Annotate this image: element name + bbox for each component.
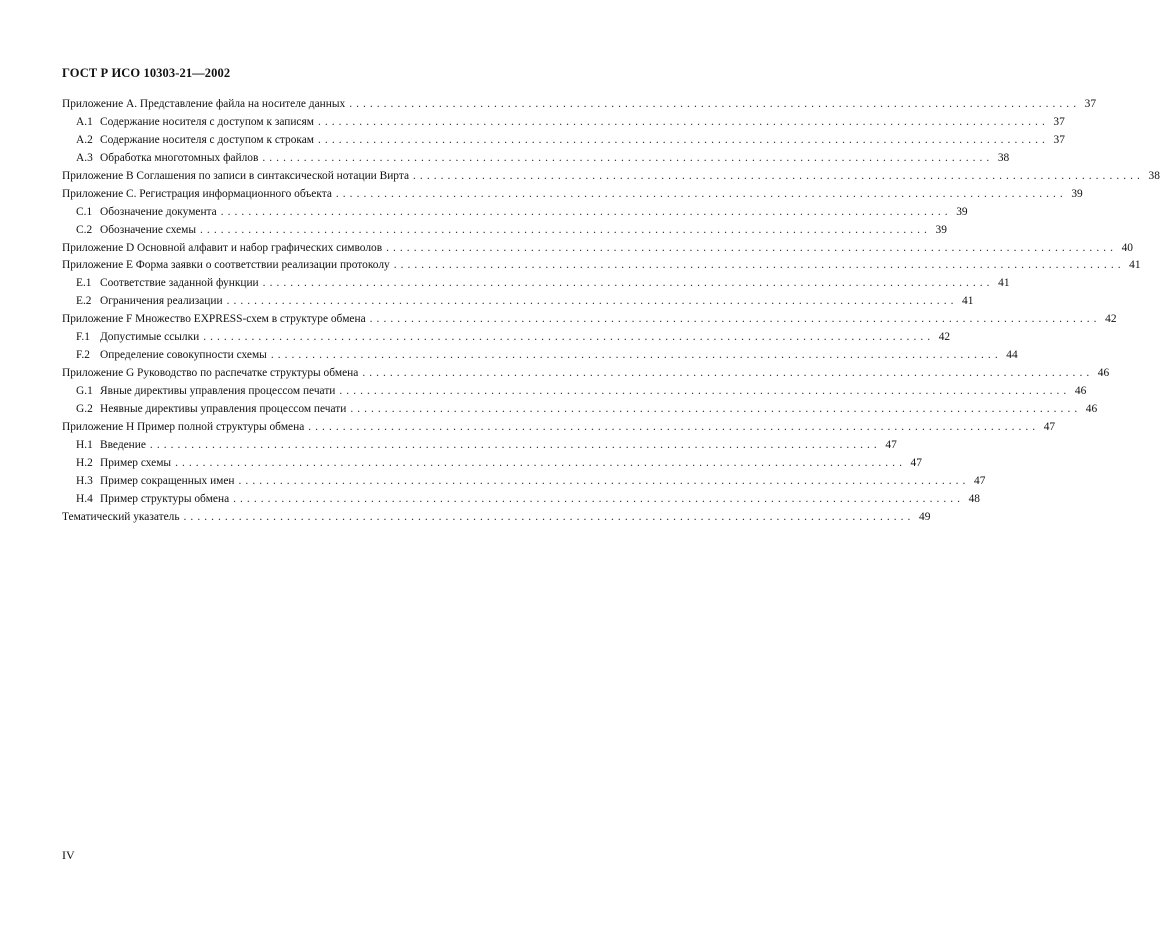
toc-entry-number: А.1 — [76, 115, 93, 128]
toc-entry-page: 47 — [974, 474, 986, 487]
toc-dot-leader — [318, 132, 1045, 150]
toc-dot-leader — [349, 96, 1076, 114]
toc-entry-title: Содержание носителя с доступом к строкам — [100, 133, 315, 146]
toc-entry[interactable] — [62, 132, 1065, 150]
toc-entry[interactable] — [62, 204, 968, 222]
toc-dot-leader — [394, 257, 1121, 275]
toc-entry-title: Приложение Н Пример полной структуры обмена — [62, 420, 305, 433]
toc-entry-number: Н.2 — [76, 456, 93, 469]
toc-entry[interactable] — [62, 114, 1065, 132]
toc-entry-page: 39 — [935, 223, 947, 236]
toc-entry[interactable] — [62, 473, 986, 491]
toc-dot-leader — [262, 150, 989, 168]
toc-entry-title: Неявные директивы управления процессом печати — [100, 402, 347, 415]
toc-entry-title: Содержание носителя с доступом к записям — [100, 115, 314, 128]
toc-entry[interactable] — [62, 401, 1098, 419]
toc-entry-number: G.1 — [76, 385, 93, 397]
toc-entry[interactable] — [62, 383, 1087, 401]
toc-entry-page: 39 — [1071, 187, 1083, 200]
toc-entry-number: С.2 — [76, 223, 93, 236]
toc-entry-page: 39 — [956, 205, 968, 218]
toc-entry-number: Н.4 — [76, 492, 93, 505]
toc-entry-page: 41 — [998, 277, 1010, 290]
toc-entry-page: 41 — [1129, 259, 1141, 272]
toc-dot-leader — [308, 419, 1035, 437]
toc-entry[interactable] — [62, 329, 951, 347]
toc-entry-page: 41 — [962, 295, 974, 308]
toc-dot-leader — [339, 383, 1066, 401]
toc-dot-leader — [263, 275, 990, 293]
toc-entry-page: 47 — [1043, 420, 1056, 433]
toc-dot-leader — [221, 204, 948, 222]
toc-entry-title: Приложение С. Регистрация информационного объекта — [62, 187, 332, 200]
toc-entry-title: Приложение В Соглашения по записи в синтаксической нотации Вирта — [62, 169, 410, 182]
toc-dot-leader — [233, 491, 960, 509]
toc-entry[interactable] — [62, 168, 1160, 186]
toc-entry-page: 37 — [1053, 115, 1065, 128]
toc-dot-leader — [184, 509, 911, 527]
toc-entry[interactable] — [62, 509, 931, 527]
toc-dot-leader — [227, 293, 954, 311]
toc-entry[interactable] — [62, 222, 947, 240]
toc-entry[interactable] — [62, 186, 1083, 204]
toc-entry-title: Обозначение документа — [100, 205, 217, 218]
toc-entry-page: 49 — [919, 510, 931, 523]
toc-entry[interactable] — [62, 365, 1110, 383]
toc-dot-leader — [200, 222, 927, 240]
toc-dot-leader — [362, 365, 1089, 383]
toc-entry-page: 42 — [1105, 313, 1117, 326]
toc-entry-number: G.2 — [76, 402, 93, 415]
toc-entry-number: Е.2 — [76, 295, 92, 308]
toc-entry[interactable] — [62, 347, 1018, 365]
toc-entry-title: Определение совокупности схемы — [100, 349, 267, 362]
toc-entry-title: Приложение D Основной алфавит и набор графических символов — [62, 241, 383, 254]
toc-entry-title: Пример структуры обмена — [100, 492, 230, 505]
toc-entry-title: Введение — [100, 438, 146, 451]
toc-entry[interactable] — [62, 96, 1097, 114]
toc-entry-title: Приложение А. Представление файла на носителе данных — [62, 98, 346, 110]
toc-entry[interactable] — [62, 150, 1010, 168]
toc-entry-page: 40 — [1121, 241, 1133, 254]
toc-dot-leader — [203, 329, 930, 347]
toc-entry-page: 47 — [885, 438, 897, 451]
toc-entry[interactable] — [62, 437, 897, 455]
toc-entry-page: 46 — [1085, 402, 1098, 415]
toc-entry[interactable] — [62, 419, 1056, 437]
document-header: ГОСТ Р ИСО 10303-21—2002 — [62, 66, 231, 80]
toc-entry-title: Соответствие заданной функции — [100, 277, 259, 290]
toc-dot-leader — [239, 473, 966, 491]
table-of-contents — [62, 96, 1160, 527]
toc-entry-number: А.2 — [76, 133, 93, 146]
toc-entry-page: 46 — [1097, 367, 1110, 380]
toc-entry-page: 38 — [1148, 169, 1160, 182]
toc-entry-number: Е.1 — [76, 277, 92, 290]
toc-entry-title: Тематический указатель — [62, 510, 180, 523]
toc-entry[interactable] — [62, 491, 980, 509]
toc-entry-title: Пример схемы — [100, 456, 172, 469]
toc-entry[interactable] — [62, 293, 974, 311]
toc-entry-page: 42 — [938, 331, 951, 344]
toc-dot-leader — [318, 114, 1045, 132]
toc-entry-title: Явные директивы управления процессом печати — [100, 385, 336, 397]
toc-entry-page: 37 — [1084, 98, 1097, 110]
toc-dot-leader — [271, 347, 998, 365]
toc-entry[interactable] — [62, 240, 1133, 258]
toc-entry-number: А.3 — [76, 151, 93, 164]
toc-entry-page: 46 — [1074, 385, 1087, 397]
toc-dot-leader — [350, 401, 1077, 419]
toc-entry-number: F.1 — [76, 331, 90, 344]
toc-entry[interactable] — [62, 275, 1010, 293]
toc-entry-title: Ограничения реализации — [100, 295, 223, 308]
toc-entry-title: Допустимые ссылки — [100, 331, 200, 344]
toc-entry-title: Приложение Е Форма заявки о соответствии реализации протоколу — [62, 259, 390, 272]
toc-entry-title: Пример сокращенных имен — [100, 474, 235, 487]
toc-dot-leader — [370, 311, 1097, 329]
toc-dot-leader — [150, 437, 877, 455]
toc-entry-number: С.1 — [76, 205, 93, 218]
toc-entry-number: Н.3 — [76, 474, 93, 487]
toc-entry[interactable] — [62, 311, 1117, 329]
toc-dot-leader — [386, 240, 1113, 258]
toc-entry-page: 44 — [1006, 349, 1018, 362]
toc-dot-leader — [413, 168, 1140, 186]
toc-entry-title: Обозначение схемы — [100, 223, 197, 236]
page-number: IV — [62, 848, 75, 862]
toc-entry-number: F.2 — [76, 349, 90, 362]
toc-entry-title: Обработка многотомных файлов — [100, 151, 259, 164]
toc-entry-number: Н.1 — [76, 438, 93, 451]
toc-entry-page: 47 — [910, 456, 922, 469]
toc-entry-title: Приложение F Множество EXPRESS-схем в структуре обмена — [62, 313, 366, 326]
toc-entry-page: 38 — [997, 151, 1010, 164]
toc-dot-leader — [175, 455, 902, 473]
toc-entry[interactable] — [62, 455, 922, 473]
toc-dot-leader — [336, 186, 1063, 204]
toc-entry-page: 48 — [968, 492, 980, 505]
toc-entry-page: 37 — [1053, 133, 1065, 146]
toc-entry-title: Приложение G Руководство по распечатке структуры обмена — [62, 367, 359, 380]
toc-entry[interactable] — [62, 257, 1141, 275]
